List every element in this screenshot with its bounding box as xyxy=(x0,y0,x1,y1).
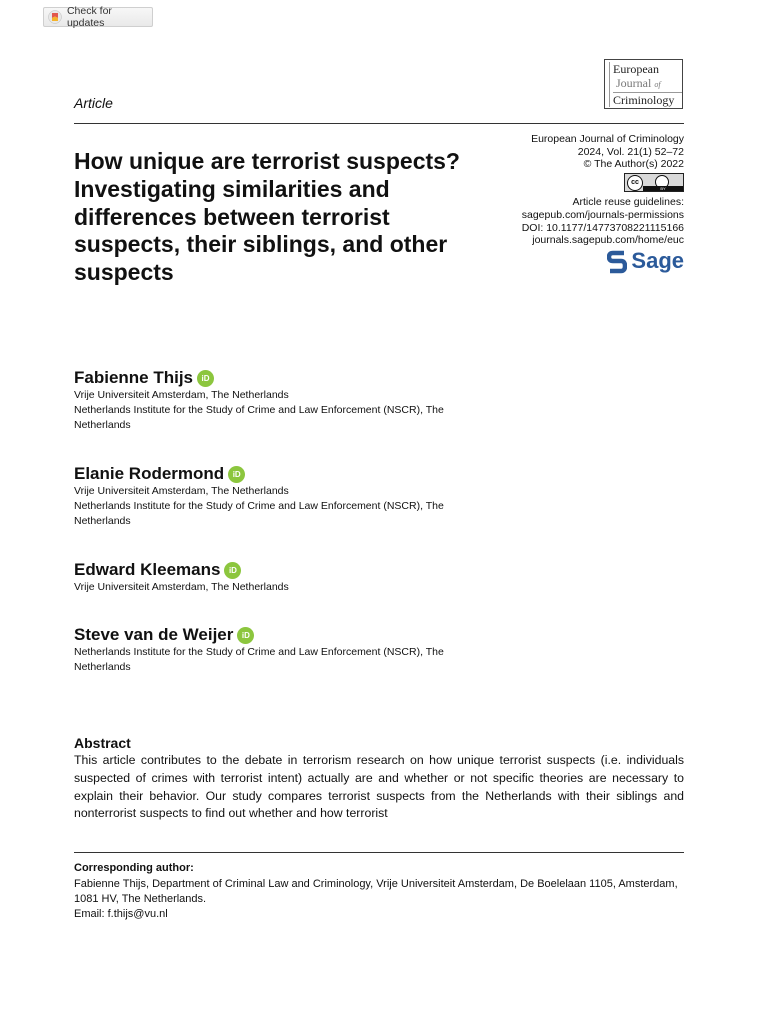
orcid-icon[interactable]: iD xyxy=(237,627,254,644)
abstract-text: This article contributes to the debate in terrorism research on how unique terrorist suspects (i.e. individuals suspected of crimes with terrorist intent) actually are and whether or not specific theories are necessary to explain their behavior. Our study compares terrorist suspects from the Netherlands with their siblings and nonterrorist suspects to find out whether and how terrorist xyxy=(74,753,684,821)
sage-s-icon xyxy=(607,250,627,274)
journal-logo xyxy=(604,59,683,109)
check-for-updates-button[interactable] xyxy=(43,7,153,27)
author-name[interactable]: Fabienne Thijs xyxy=(74,368,194,387)
author-name[interactable]: Steve van de Weijer xyxy=(74,625,234,644)
author-affiliation: Netherlands Institute for the Study of Crime and Law Enforcement (NSCR), The Netherlands xyxy=(74,404,444,431)
sage-wordmark: Sage xyxy=(631,248,684,274)
author-affiliation: Vrije Universiteit Amsterdam, The Netherlands xyxy=(74,485,289,497)
doi[interactable]: DOI: 10.1177/14773708221115166 xyxy=(521,221,684,234)
corresponding-author-details xyxy=(74,877,684,922)
journal-logo-line3: Criminology xyxy=(613,92,682,107)
orcid-icon[interactable]: iD xyxy=(224,562,241,579)
author-affiliation: Netherlands Institute for the Study of Crime and Law Enforcement (NSCR), The Netherlands xyxy=(74,500,444,527)
author-block xyxy=(74,625,464,675)
corresponding-address: Fabienne Thijs, Department of Criminal Law and Criminology, Vrije Universiteit Amsterdam, De Boelelaan 1105, Amsterdam, 1081 HV, The Netherlands. xyxy=(74,878,678,905)
author-affiliation: Netherlands Institute for the Study of Crime and Law Enforcement (NSCR), The Netherlands xyxy=(74,646,444,673)
check-for-updates-label: Check for updates xyxy=(66,5,112,29)
journal-name: European Journal of Criminology xyxy=(531,133,684,145)
author-name[interactable]: Elanie Rodermond xyxy=(74,464,225,483)
header-divider xyxy=(74,123,684,124)
author-block xyxy=(74,368,464,433)
article-metadata xyxy=(470,133,684,277)
reuse-guidelines-label: Article reuse guidelines: xyxy=(572,196,684,209)
crossmark-icon xyxy=(48,10,62,24)
cc-by-label: BY xyxy=(643,186,683,191)
journal-homepage-link[interactable]: journals.sagepub.com/home/euc xyxy=(532,234,684,247)
abstract-heading: Abstract xyxy=(74,735,131,751)
permissions-link[interactable]: sagepub.com/journals-permissions xyxy=(521,208,684,221)
article-title: How unique are terrorist suspects? Investigating similarities and differences between terrorist suspects, their siblings, and other suspects xyxy=(74,148,460,286)
corresponding-email[interactable]: Email: f.thijs@vu.nl xyxy=(74,908,168,920)
volume-info: 2024, Vol. 21(1) 52–72 xyxy=(577,145,684,158)
author-block xyxy=(74,560,289,595)
journal-logo-line1: European xyxy=(613,62,659,76)
article-type-label: Article xyxy=(74,95,113,111)
sage-logo xyxy=(607,250,684,274)
orcid-icon[interactable]: iD xyxy=(197,370,214,387)
journal-logo-line2: Journal of xyxy=(616,76,661,90)
copyright: © The Author(s) 2022 xyxy=(583,158,684,171)
author-affiliation: Vrije Universiteit Amsterdam, The Netherlands xyxy=(74,389,289,401)
orcid-icon[interactable]: iD xyxy=(228,466,245,483)
author-block xyxy=(74,464,464,529)
author-name[interactable]: Edward Kleemans xyxy=(74,560,221,579)
footnote-divider xyxy=(74,852,684,853)
corresponding-author-heading: Corresponding author: xyxy=(74,862,194,874)
author-affiliation: Vrije Universiteit Amsterdam, The Netherlands xyxy=(74,581,289,593)
cc-icon: cc xyxy=(627,175,643,191)
cc-by-license-badge[interactable] xyxy=(624,173,684,192)
